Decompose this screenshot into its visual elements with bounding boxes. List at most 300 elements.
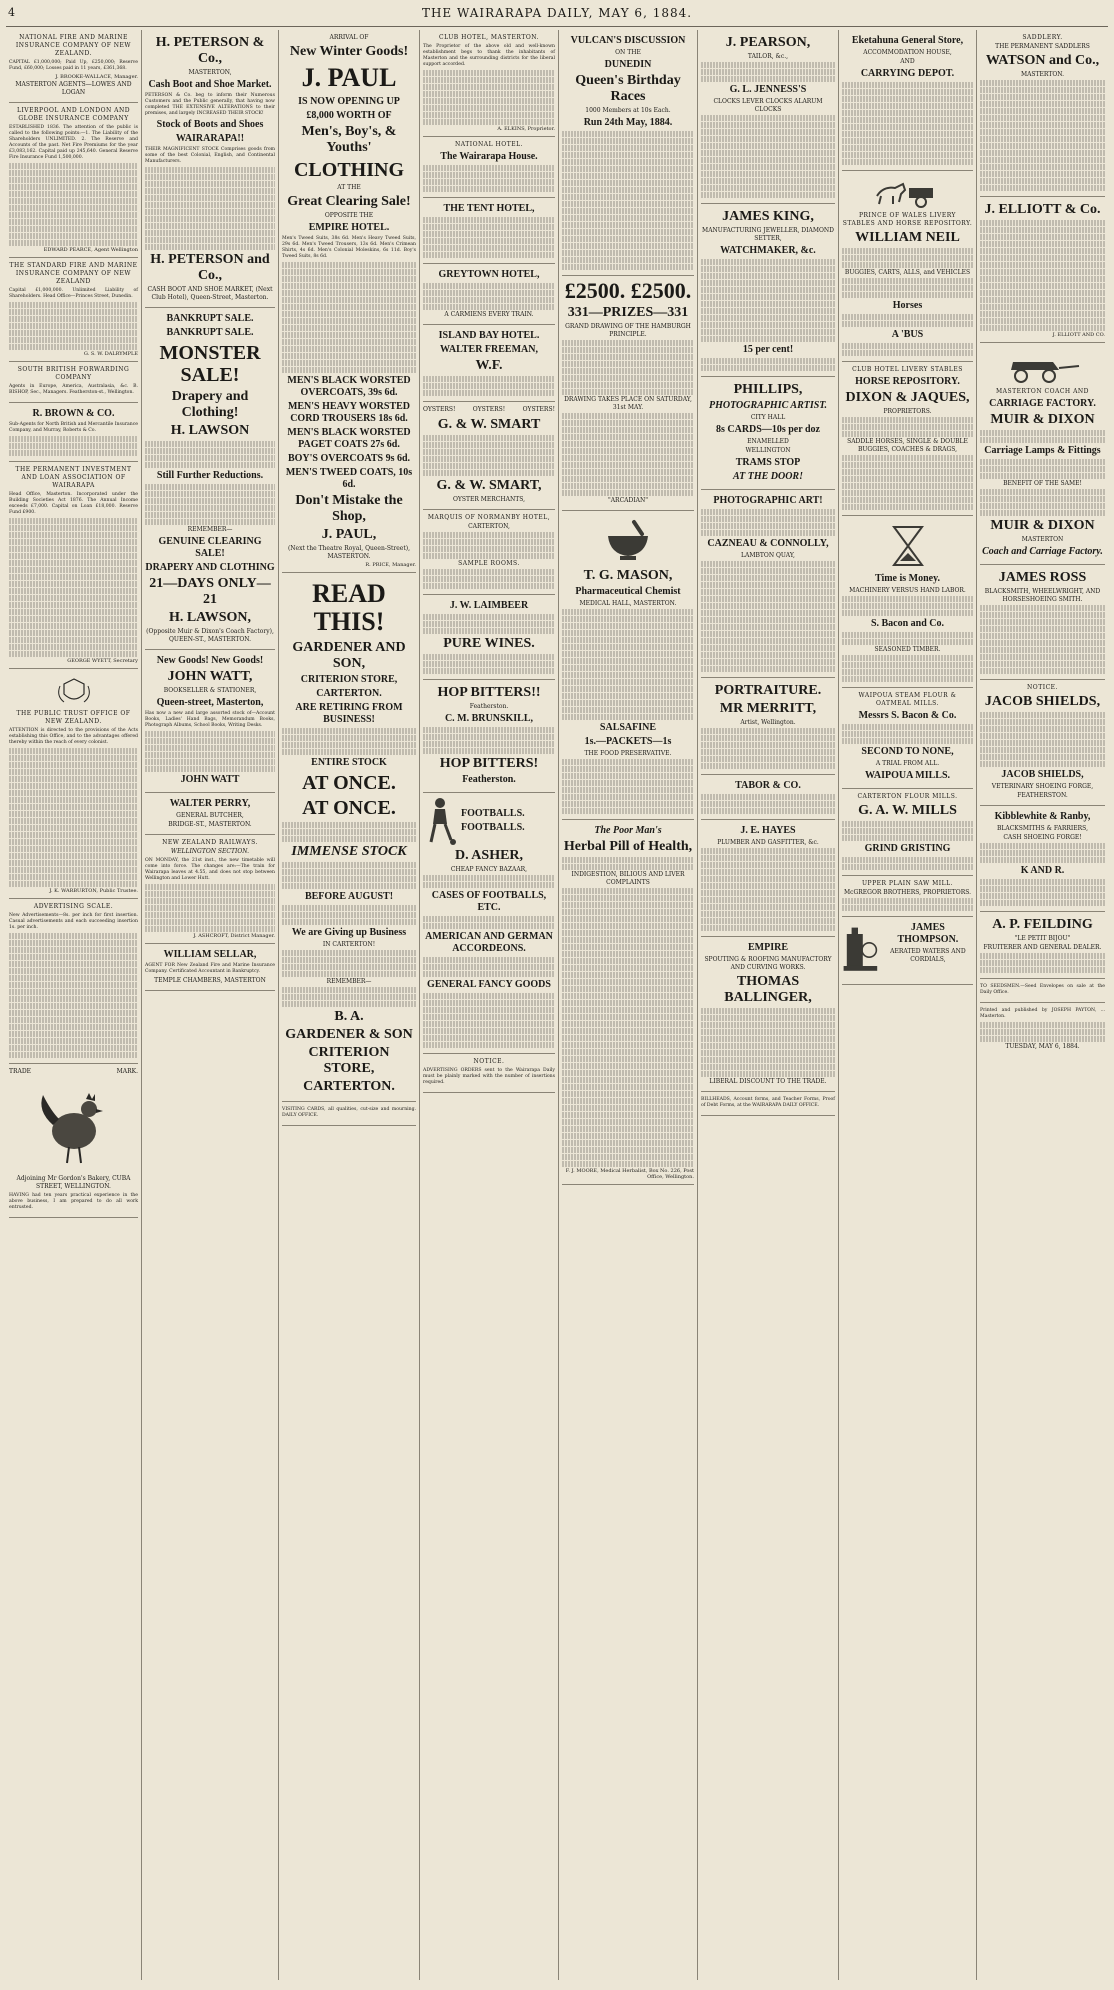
ad-title: UPPER PLAIN SAW MILL. [862,880,953,887]
ad-body: BILLHEADS, Account forms, and Teacher Forms, Proof of Debt Forms, at the WAIRARAPA DAILY OFFICE. [701,1097,835,1108]
ad-line: 1s.—PACKETS—1s [584,736,672,747]
ad-line: FOOTBALLS. [461,822,525,833]
ad-line: Don't Mistake the Shop, [295,493,403,524]
ad-body: Has now a new and large assorted stock of—Account Books, Ladies' Hand Bags, Memorandum Books, Photograph Albums, School Books, Writing Desks. [145,711,275,728]
ad-line: MANUFACTURING JEWELLER, DIAMOND SETTER, [702,227,834,242]
ad-headline: READ THIS! [312,579,386,636]
ad-line: HOP BITTERS!! [437,685,541,700]
ad-j-paul [282,30,416,573]
ad-line: THE PERMANENT SADDLERS [995,43,1090,50]
ad-standard-insurance [9,258,138,362]
ad-line: Coach and Carriage Factory. [982,546,1103,557]
ad-kibblewhite-ranby [980,806,1105,912]
ad-line: MASTERTON COACH AND [996,388,1089,395]
ad-line: Featherston. [469,703,509,710]
ad-name: Eketahuna General Store, [851,35,964,46]
ad-visiting-cards [282,1102,416,1126]
ad-title: R. BROWN & CO. [32,408,115,419]
ad-name: J. ELLIOTT & Co. [984,202,1101,217]
ad-title: NOTICE. [473,1058,505,1065]
ad-title: CARTERTON FLOUR MILLS. [857,793,958,800]
ad-line: CRITERION STORE, [308,1045,390,1076]
ad-name: J. W. LAIMBEER [449,600,529,611]
ad-line: CARRYING DEPOT. [860,68,955,79]
ad-comp: THEIR MAGNIFICENT STOCK Comprises goods from some of the best Colonial, English, and Continental Manufacturers. [145,147,275,164]
column-2 [141,30,278,1980]
ad-pearson-tailor [701,30,835,204]
ad-hamburgh-drawing [562,276,694,511]
ad-name: J. E. HAYES [740,825,796,836]
ad-name: MUIR & DIXON [990,412,1095,427]
ad-footballs [423,793,555,1054]
ad-prince-of-wales-stables [842,171,973,362]
ad-body: Agents in Europe, America, Australasia, &c. B. BISHOP, Sec., Managers. Featherston-st., Wellington. [9,384,138,395]
ad-name: J. PAUL [301,63,397,92]
ad-line: MASTERTON. [1020,71,1065,78]
ad-waipoua-mills [842,688,973,789]
ad-agents: MASTERTON AGENTS—LOWES AND LOGAN [15,81,132,96]
ad-line: TAILOR, &c., [747,53,789,60]
ad-line: Great Clearing Sale! [287,194,411,209]
ad-tabor [701,775,835,820]
ad-notice [423,1054,555,1093]
ad-watson-saddlery [980,30,1105,197]
ad-line: BLACKSMITH, WHEELWRIGHT, AND HORSESHOEING SMITH. [984,588,1101,603]
ad-signature: J. ELLIOTT AND CO. [1052,332,1105,338]
ad-line: McGREGOR BROTHERS, PROPRIETORS. [843,889,972,896]
ad-walter-perry [145,793,275,835]
ad-signature: J. ASHCROFT, District Manager. [193,933,275,939]
ad-line: "ARCADIAN" [607,497,649,504]
ad-line: GENUINE CLEARING SALE! [158,536,262,559]
ad-address: CASH BOOT AND SHOE MARKET, (Next Club Hotel), Queen-Street, Masterton. [147,286,273,301]
ad-line: THE FOOD PRESERVATIVE. [584,750,672,757]
ad-line: We are Giving up Business [291,927,407,938]
ad-james-thompson [842,917,973,985]
ad-signature: F. J. MOORE, Medical Herbalist, Box No. 226, Post Office, Wellington. [565,1168,694,1180]
ad-line: ARE RETIRING FROM BUSINESS! [295,702,403,725]
ad-line: IS NOW OPENING UP [298,96,400,107]
ad-line: "LE PETIT BIJOU" [1014,935,1071,942]
ad-national-insurance [9,30,138,103]
ad-title: SADDLERY. [1022,34,1063,41]
ad-address: (Next the Theatre Royal, Queen-Street), MASTERTON. [287,545,411,560]
ad-title: MARQUIS OF NORMANBY HOTEL, [427,514,551,521]
ad-lawson [145,308,275,650]
ad-body: ESTABLISHED 1836. The attention of the public is called to the following points:—1. The Liability of the Shareholders UNLIMITED. 2. The Reserve and Accounts of the past. Net Fire Premiums for the year £3,083,162. Capital paid up 245,640. General Reserve Fire Insurance Fund 1,500,000. [9,125,138,160]
ad-line: DRAPERY AND CLOTHING [145,562,275,573]
column-4 [419,30,558,1980]
ad-body: ON MONDAY, the 21st inst., the new timetable will come into force. The changes are:—The train for Wairarapa leaves at 4.55, and does not stop between Wellington and Lower Hutt. [145,858,275,881]
ad-line: K AND R. [1020,865,1065,876]
ad-signature: J. BROOKE-WALLACE, Manager. [55,74,138,80]
ad-line: FRUITERER AND GENERAL DEALER. [983,944,1102,951]
ad-line: MEN'S BLACK WORSTED PAGET COATS 27s 6d. [287,427,411,450]
ad-line: PURE WINES. [443,636,535,651]
ad-title: THE STANDARD FIRE AND MARINE INSURANCE COMPANY OF NEW ZEALAND [9,262,138,285]
ad-line: New Goods! New Goods! [156,655,264,666]
ad-line: TRAMS STOP [735,457,801,468]
ad-tent-hotel [423,198,555,264]
ad-title: NOTICE. [1027,684,1058,691]
hourglass-icon [888,523,928,569]
ad-body: Capital £1,000,000. Unlimited Liability of Shareholders. Head Office—Princes Street, Dunedin. [9,288,138,299]
ad-line: BANKRUPT SALE. [166,327,254,338]
ad-line: B. A. [334,1009,364,1024]
ad-line: CASH SHOEING FORGE! [1003,834,1082,841]
ad-line: GRIND GRISTING [864,843,951,854]
ad-body: ATTENTION is directed to the provisions of the Acts establishing this Office, and to the advantages offered thereby within the reach of every colonist. [9,728,138,745]
ad-line: SALSAFINE [599,722,657,733]
ad-line: EMPIRE [748,942,788,953]
column-8 [976,30,1108,1980]
ad-line: CARTERTON. [316,688,382,699]
ad-body: The Proprietor of the above old and well-known establishment begs to thank the inhabitants of Masterton and the surrounding districts for the liberal support accorded. [423,44,555,67]
imprint-text: Printed and published by JOSEPH PAYTON, ... Masterton. [980,1008,1105,1019]
column-3 [278,30,419,1980]
ad-line: OPPOSITE THE [324,212,374,219]
ad-line: SAMPLE ROOMS. [458,560,520,567]
ad-line: Carriage Lamps & Fittings [984,445,1101,456]
ad-title: NATIONAL HOTEL. [455,141,523,148]
ad-advertising-scale [9,899,138,1064]
ad-title: THE PUBLIC TRUST OFFICE OF NEW ZEALAND. [16,710,131,725]
ad-line: Still Further Reductions. [156,470,264,481]
ad-national-hotel [423,137,555,198]
ad-place2: WAIRARAPA!! [175,133,245,144]
ad-body: Head Office, Masterton. Incorporated under the Building Societies Act 1876. The Annual Income exceeds £7,000. Capital on Loan £18,000. Reserve Fund £900. [9,492,138,515]
prize-amount: £2500. [564,278,626,303]
ad-sub: Cash Boot and Shoe Market. [148,79,272,90]
ad-line: Run 24th May, 1884. [583,117,673,128]
ad-line: DRAWING TAKES PLACE ON SATURDAY, 31st MAY. [564,396,692,411]
ad-carterton-flour [842,789,973,876]
ad-name2: JOHN WATT [180,774,240,785]
ad-name: J. PEARSON, [725,35,811,50]
mark-label: MARK. [116,1068,138,1075]
ad-body: ADVERTISING ORDERS sent to the Wairarapa Daily must be plainly marked with the number of insertions required. [423,1068,555,1085]
ad-name: G. & W. SMART [437,417,541,432]
rooster-trademark-icon [29,1081,119,1171]
ad-address: (Opposite Muir & Dixon's Coach Factory), QUEEN-ST., MASTERTON. [146,628,274,643]
ad-name: WILLIAM SELLAR, [163,949,257,960]
ad-line: PHOTOGRAPHIC ART! [713,495,823,506]
imprint [980,1003,1105,1056]
ad-name: JOHN WATT, [167,669,253,684]
ad-line: ENTIRE STOCK [311,757,387,768]
ad-line: Men's, Boy's, & Youths' [301,124,397,155]
ad-line: PORTRAITURE. [714,683,822,698]
ad-railways [145,835,275,944]
ad-line: BENEFIT OF THE SAME! [1003,480,1082,487]
ad-public-trust [9,669,138,899]
ad-line: AMERICAN AND GERMAN ACCORDEONS. [425,931,553,954]
ad-line: BUGGIES, CARTS, ALLS, and VEHICLES [844,269,971,276]
ad-line: MEN'S HEAVY WORSTED CORD TROUSERS 18s 6d. [287,401,411,424]
mortar-and-pestle-icon [598,518,658,564]
ad-line: ENAMELLED [747,438,789,445]
ad-signature: R. PRICE, Manager. [365,562,416,568]
ad-name: CAZNEAU & CONNOLLY, [707,538,829,549]
ad-place: MASTERTON, [188,69,232,76]
ad-line: 1000 Members at 10s Each. [585,107,671,114]
ad-line: BLACKSMITHS & FARRIERS, [996,825,1088,832]
ad-upper-plain-saw-mill [842,876,973,917]
horse-and-cart-icon [873,178,943,208]
ad-name: PHILLIPS, [733,382,803,397]
ad-billheads [701,1092,835,1116]
ad-line: MEN'S TWEED COATS, 10s 6d. [285,467,413,490]
ad-name: Messrs S. Bacon & Co. [858,710,957,721]
ad-line: £8,000 WORTH OF [306,110,392,121]
ad-jacob-shields [980,680,1105,806]
ad-body: CAPITAL £1,000,000; Paid Up, £250,000; Reserve Fund, £60,000; Losses paid in 11 years, £361,368. [9,60,138,71]
ad-title: ADVERTISING SCALE. [33,903,114,910]
ad-name: WALTER PERRY, [169,798,251,809]
ad-title: LIVERPOOL AND LONDON AND GLOBE INSURANCE COMPANY [16,107,131,122]
ad-name: WATSON and Co., [985,53,1100,68]
ad-line: AND [900,58,915,65]
ad-line: Drapery and Clothing! [171,389,249,420]
ad-title: WAIPOUA STEAM FLOUR & OATMEAL MILLS. [858,692,957,707]
column-6 [697,30,838,1980]
ad-line: FOOTBALLS. [461,808,525,819]
ad-sellar [145,944,275,991]
ad-line: SPOUTING & ROOFING MANUFACTORY AND CURVING WORKS. [704,956,832,971]
ad-line: G. L. JENNESS'S [729,84,807,95]
ad-line: 331—PRIZES—331 [567,305,689,320]
ad-line: PHOTOGRAPHIC ARTIST. [709,400,827,411]
ad-liverpool-insurance [9,103,138,258]
column-1 [6,30,141,1980]
ad-line: New Winter Goods! [289,44,409,59]
ad-body: PETERSON & Co. beg to inform their Numerous Customers and the Public generally, that having now completed THE EXTENSIVE ALTERATIONS to their premises, and largely INCREASED THEIR STOCK! [145,93,275,116]
ad-line: WELLINGTON [745,447,791,454]
ad-name: THOMAS BALLINGER, [724,974,812,1005]
ad-line: Pharmaceutical Chemist [575,586,681,597]
ad-signature: GEORGE WYETT, Secretary [67,658,138,664]
ad-line: Artist, Wellington. [740,719,796,726]
ad-line: ACCOMMODATION HOUSE, [863,49,952,56]
ad-line: GENERAL BUTCHER, [176,812,244,819]
ad-body: HAVING had ten years practical experience in the above business, I am prepared to do all work entrusted. [9,1193,138,1210]
ad-name: JACOB SHIELDS, [984,694,1101,709]
ad-hayes-plumber [701,820,835,937]
masthead-title: THE WAIRARAPA DAILY, MAY 6, 1884. [421,6,693,20]
ad-line: CHEAP FANCY BAZAAR, [450,866,528,873]
ad-mason-chemist [562,511,694,820]
ad-line: Horses [892,300,923,311]
ad-eketahuna-store [842,30,973,171]
ad-body: Sub-Agents for North British and Mercantile Insurance Company, and Murray, Roberts & Co. [9,422,138,433]
prize-amount: £2500. [630,278,692,303]
ad-signature: J. K. WARBURTON, Public Trustee. [49,888,138,894]
ad-greytown-hotel [423,264,555,325]
ad-line: 15 per cent! [742,344,794,355]
ad-line: CITY HALL [750,414,786,421]
ad-line: MASTERTON [1021,536,1064,543]
ad-name: C. M. BRUNSKILL, [444,713,534,724]
ad-name2: G. & W. SMART, [436,478,542,493]
ad-ballinger [701,937,835,1092]
ad-line: REMEMBER— [326,978,372,985]
ad-line: PROPRIETORS. [883,408,932,415]
ad-line: MEN'S BLACK WORSTED OVERCOATS, 39s 6d. [287,375,411,398]
ad-phillips-photographer [701,377,835,490]
ad-line: A TRIAL FROM ALL. [875,760,940,767]
ad-line: REMEMBER— [187,526,233,533]
ad-john-watt [145,650,275,793]
ad-muir-dixon [980,343,1105,565]
ad-signature: EDWARD PEARCE, Agent Wellington [43,247,138,253]
ad-name: S. Bacon and Co. [870,618,945,629]
ad-feilding [980,912,1105,979]
ad-line: BEFORE AUGUST! [304,891,394,902]
ad-address: TEMPLE CHAMBERS, MASTERTON [154,977,266,984]
ad-name: TABOR & CO. [735,780,801,791]
ad-line: GRAND DRAWING OF THE HAMBURGH PRINCIPLE. [565,323,691,338]
ad-line: CASES OF FOOTBALLS, ETC. [431,890,547,913]
ad-line: BRIDGE-ST., MASTERTON. [168,821,252,828]
ad-name2: MUIR & DIXON [990,518,1095,533]
ad-seed-envelopes [980,979,1105,1003]
ad-name2: H. LAWSON, [168,610,252,625]
ad-line: 8s CARDS—10s per doz [716,424,820,435]
ad-title: NATIONAL FIRE AND MARINE INSURANCE COMPANY OF NEW ZEALAND. [15,34,132,57]
ad-name: D. ASHER, [454,848,524,863]
ad-island-bay-hotel [423,325,555,402]
imprint-date: TUESDAY, MAY 6, 1884. [1005,1043,1080,1050]
ad-title: CLUB HOTEL, MASTERTON. [438,34,540,41]
ad-line: DUNEDIN [604,59,652,70]
ad-line: PLUMBER AND GASFITTER, &c. [717,839,819,846]
column-5 [558,30,697,1980]
ad-line: LIBERAL DISCOUNT TO THE TRADE. [709,1078,827,1085]
ad-title: NEW ZEALAND RAILWAYS. [162,839,258,846]
ad-peterson [145,30,275,308]
ad-title: PRINCE OF WALES LIVERY STABLES AND HORSE REPOSITORY. [842,212,973,227]
ad-line: CARRIAGE FACTORY. [989,398,1096,409]
ad-line: HOP BITTERS! [439,756,539,771]
trade-label: TRADE [9,1068,32,1075]
ad-name: A. P. FEILDING [992,917,1093,932]
ad-line: SECOND TO NONE, [861,746,954,757]
ad-line: CARTERTON, [468,523,510,530]
ad-james-king [701,204,835,377]
ad-name2: H. PETERSON and Co., [150,252,270,283]
ad-line: WATCHMAKER, &c. [720,245,816,256]
footballer-icon [423,796,457,846]
ad-body: TO SEEDSMEN.—Seed Envelopes on sale at the Daily Office. [980,984,1105,995]
ad-headline: MONSTER SALE! [159,342,261,386]
ad-vulcan [562,30,694,276]
ad-line: FEATHERSTON. [1017,792,1068,799]
ad-line: AERATED WATERS AND CORDIALS, [890,948,966,963]
ad-line: OYSTERS! [472,406,506,413]
ad-dixon-jaques [842,362,973,516]
ad-line: VETERINARY SHOEING FORGE, [991,783,1094,790]
ad-name2: JACOB SHIELDS, [1001,769,1084,780]
ad-laimbeer [423,595,555,680]
ad-name: GARDENER AND SON, [292,640,406,671]
ad-line: AT ONCE. [302,772,396,794]
ad-line: BANKRUPT SALE. [166,313,254,324]
ad-stock: Stock of Boots and Shoes [156,119,264,130]
ad-line: CLOCKS LEVER CLOCKS ALARUM CLOCKS [713,98,823,113]
ad-name: H. LAWSON [170,423,250,438]
ad-name: G. A. W. MILLS [858,803,957,818]
ad-signature: G. S. W. DALRYMPLE [83,351,138,357]
ad-line: HORSE REPOSITORY. [855,376,960,387]
ad-line: EMPIRE HOTEL. [308,222,390,233]
ad-line: Time is Money. [874,573,941,584]
ad-line: AT ONCE. [302,797,396,819]
ad-title: THE TENT HOTEL, [443,203,535,214]
ad-line: Featherston. [462,774,516,785]
ad-line: VULCAN'S DISCUSSION [570,35,686,46]
ad-line: The Poor Man's [594,825,662,836]
ad-line: BOY'S OVERCOATS 9s 6d. [287,453,411,464]
ad-line: OYSTERS! [522,406,555,413]
ad-line: AT THE [337,184,361,191]
ad-price-list: Men's Tweed Suits, 38s 6d. Men's Heavy Tweed Suits, 29s 6d. Men's Tweed Trousers, 13s 6d. Men's Crimean Shirts, 4s 6d. Men's Colonial Moleskins, 6s 11d. Boy's Tweed Suits, 8s 6d. [282,236,416,259]
ad-line: LAMBTON QUAY, [741,552,795,559]
ad-line: OYSTERS! [423,406,456,413]
ad-title: GREYTOWN HOTEL, [438,269,540,280]
ad-line: SADDLE HORSES, SINGLE & DOUBLE BUGGIES, COACHES & DRAGS, [847,438,968,453]
ad-initials: W.F. [475,358,503,373]
coat-of-arms-icon [54,676,94,706]
ad-line: Herbal Pill of Health, [563,839,693,854]
ad-oysters [423,402,555,510]
ad-name2: J. PAUL, [321,527,377,542]
column-7 [838,30,976,1980]
ad-line: A CARMIENS EVERY TRAIN. [444,311,534,318]
ad-name2: GARDENER & SON [285,1027,413,1042]
ad-name: JAMES KING, [722,209,814,224]
ad-south-british [9,362,138,403]
ad-line: Queen-street, Masterton, [156,697,264,708]
ad-body: AGENT FOR New Zealand Fire and Marine Insurance Company. Certificated Accountant in Bankruptcy. [145,963,275,974]
ad-marquis-hotel [423,510,555,595]
ad-line: ON THE [615,49,641,56]
ad-title: CLUB HOTEL LIVERY STABLES [852,366,963,373]
ad-line: MACHINERY VERSUS HAND LABOR. [849,587,966,594]
ad-line: SEASONED TIMBER. [874,646,941,653]
ad-name: DIXON & JAQUES, [845,390,970,405]
masthead [0,6,1114,24]
ad-name: JAMES ROSS [998,570,1087,585]
ad-body: VISITING CARDS, all qualities, cut-size and mourning. DAILY OFFICE. [282,1107,416,1118]
ad-line: The Wairarapa House. [440,151,538,162]
ad-elliott [980,197,1105,343]
ad-name: Kibblewhite & Ranby, [994,811,1091,822]
ad-line: WAIPOUA MILLS. [864,770,950,781]
ad-line: CARTERTON. [303,1079,395,1094]
ad-line: CLOTHING [293,159,405,181]
ad-name: H. PETERSON & Co., [155,35,265,66]
ad-line: IN CARTERTON! [322,941,376,948]
ad-line: GENERAL FANCY GOODS [427,979,551,990]
ad-title: Adjoining Mr Gordon's Bakery, CUBA STREET, WELLINGTON. [16,1175,131,1190]
ad-club-hotel [423,30,555,137]
ad-body: New Advertisements—8s. per inch for first insertion. Casual advertisements and each succeeding insertion 1s. per inch. [9,913,138,930]
ad-line: IMMENSE STOCK [291,844,407,859]
ad-merritt-portraiture [701,678,835,775]
ad-hop-bitters [423,680,555,793]
ad-line: WELLINGTON SECTION. [170,848,250,855]
ad-permanent-investment [9,462,138,669]
